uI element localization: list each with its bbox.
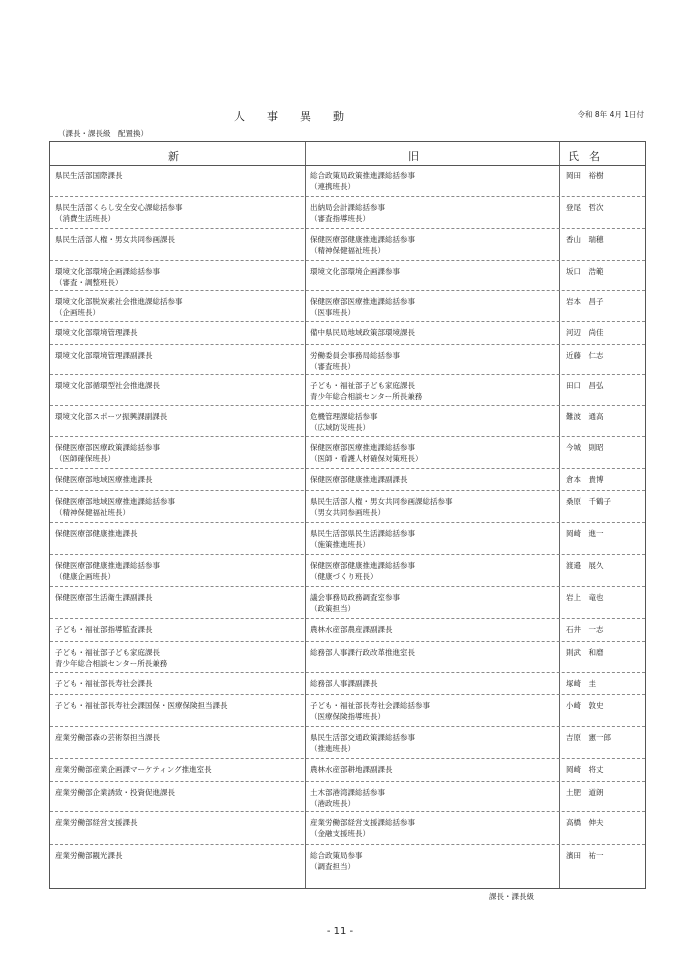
personnel-table: [49, 141, 646, 889]
old-post-cell-line: 農林水産部耕地課副課長: [310, 765, 393, 774]
effective-date: 令和 8年 4月 1日付: [577, 110, 644, 119]
old-post-cell-line: （審査班長）: [310, 361, 355, 371]
new-post-cell-line: 保健医療部医療政策課総括参事: [55, 443, 160, 452]
new-post-cell-line: 保健医療部生活衛生課副課長: [55, 593, 153, 602]
old-post-cell-line: 子ども・福祉部子ども家庭課長: [310, 381, 415, 390]
table-header: [50, 142, 645, 166]
old-post-cell-line: 子ども・福祉部長寿社会課総括参事: [310, 701, 430, 710]
table-row: [50, 695, 645, 727]
new-post-cell: [55, 475, 300, 486]
header-old: 旧: [408, 150, 419, 163]
new-post-cell-line: 環境文化部環境企画課総括参事: [55, 267, 160, 276]
new-post-cell: [55, 297, 300, 318]
old-post-cell-line: （健康づくり班長）: [310, 571, 378, 581]
old-post-cell-line: 出納局会計課総括参事: [310, 203, 385, 212]
table-row: [50, 375, 645, 406]
new-post-cell-line: 産業労働部企業誘致・投資促進課長: [55, 788, 175, 797]
old-post-cell-line: （推進班長）: [310, 743, 355, 753]
table-row: [50, 261, 645, 291]
table-row: [50, 673, 645, 695]
new-post-cell-line: 青少年総合相談センター所長兼務: [55, 658, 168, 668]
old-post-cell: [310, 235, 555, 256]
header-name: 氏名: [568, 150, 610, 163]
table-row: [50, 406, 645, 437]
table-row: [50, 229, 645, 261]
new-post-cell: [55, 788, 300, 799]
table-row: [50, 759, 645, 782]
old-post-cell-line: （調査担当）: [310, 861, 355, 871]
old-post-cell-line: 総務部人事課副課長: [310, 679, 378, 688]
table-row: [50, 782, 645, 812]
new-post-cell: [55, 203, 300, 224]
new-post-cell: [55, 351, 300, 362]
old-post-cell-line: 労働委員会事務局総括参事: [310, 351, 400, 360]
old-post-cell: [310, 203, 555, 224]
old-post-cell: [310, 328, 555, 339]
table-row: [50, 165, 645, 197]
new-post-cell-line: 子ども・福祉部子ども家庭課長: [55, 648, 160, 657]
table-row: [50, 727, 645, 759]
table-row: [50, 845, 645, 887]
person-name-cell: 近藤 仁志: [566, 351, 604, 360]
old-post-cell-line: （審査指導班長）: [310, 213, 370, 223]
old-post-cell: [310, 818, 555, 839]
old-post-cell: [310, 475, 555, 486]
old-post-cell-line: 青少年総合相談センター所長兼務: [310, 391, 423, 401]
old-post-cell-line: 総合政策局政策推進課総括参事: [310, 171, 415, 180]
new-post-cell-line: 環境文化部環境管理課長: [55, 328, 138, 337]
new-post-cell: [55, 561, 300, 582]
old-post-cell: [310, 412, 555, 433]
new-post-cell-line: 子ども・福祉部指導監査課長: [55, 625, 153, 634]
table-row: [50, 345, 645, 375]
header-new: 新: [168, 150, 179, 163]
new-post-cell-line: 産業労働部観光課長: [55, 851, 123, 860]
person-name-cell: 倉本 貴博: [566, 475, 604, 484]
old-post-cell: [310, 297, 555, 318]
new-post-cell-line: （精神保健福祉班長）: [55, 507, 130, 517]
table-row: [50, 812, 645, 845]
old-post-cell: [310, 679, 555, 690]
new-post-cell-line: 環境文化部循環型社会推進課長: [55, 381, 160, 390]
person-name-cell: 岡崎 進一: [566, 529, 604, 538]
table-row: [50, 437, 645, 469]
old-post-cell-line: （政策担当）: [310, 603, 355, 613]
new-post-cell-line: 保健医療部健康推進課長: [55, 529, 138, 538]
old-post-cell: [310, 625, 555, 636]
table-row: [50, 291, 645, 322]
new-post-cell-line: 子ども・福祉部長寿社会課国保・医療保険担当課長: [55, 701, 228, 710]
old-post-cell: [310, 171, 555, 192]
old-post-cell: [310, 593, 555, 614]
table-row: [50, 322, 645, 345]
new-post-cell-line: 環境文化部環境管理課副課長: [55, 351, 153, 360]
table-row: [50, 619, 645, 642]
new-post-cell: [55, 648, 300, 669]
old-post-cell-line: （精神保健福祉班長）: [310, 245, 385, 255]
table-row: [50, 555, 645, 587]
new-post-cell: [55, 497, 300, 518]
old-post-cell: [310, 381, 555, 402]
old-post-cell: [310, 701, 555, 722]
new-post-cell-line: （企画班長）: [55, 307, 100, 317]
footer-note: 課長・課長級: [489, 892, 534, 901]
new-post-cell-line: 産業労働部産業企画課マーケティング推進室長: [55, 765, 212, 774]
old-post-cell-line: 農林水産部農産課副課長: [310, 625, 393, 634]
old-post-cell: [310, 648, 555, 659]
old-post-cell-line: 県民生活部人権・男女共同参画課総括参事: [310, 497, 453, 506]
old-post-cell-line: 環境文化部環境企画課参事: [310, 267, 400, 276]
old-post-cell-line: 県民生活部交通政策課総括参事: [310, 733, 415, 742]
old-post-cell-line: 危機管理課総括参事: [310, 412, 378, 421]
new-post-cell: [55, 818, 300, 829]
new-post-cell-line: 環境文化部スポーツ振興課副課長: [55, 412, 168, 421]
page-number: - 11 -: [326, 926, 354, 937]
person-name-cell: 石井 一志: [566, 625, 604, 634]
old-post-cell: [310, 788, 555, 809]
person-name-cell: 坂口 浩範: [566, 267, 604, 276]
old-post-cell-line: （医事班長）: [310, 307, 355, 317]
old-post-cell: [310, 443, 555, 464]
new-post-cell-line: 産業労働部森の芸術祭担当課長: [55, 733, 160, 742]
old-post-cell: [310, 529, 555, 550]
person-name-cell: 吉原 憲一郎: [566, 733, 611, 742]
person-name-cell: 岩上 竜也: [566, 593, 604, 602]
old-post-cell-line: （港政班長）: [310, 798, 355, 808]
new-post-cell: [55, 529, 300, 540]
person-name-cell: 土肥 道朗: [566, 788, 604, 797]
new-post-cell-line: （審査・調整班長）: [55, 277, 123, 287]
person-name-cell: 今城 則昭: [566, 443, 604, 452]
new-post-cell: [55, 412, 300, 423]
new-post-cell: [55, 267, 300, 288]
old-post-cell: [310, 851, 555, 872]
person-name-cell: 田口 昌弘: [566, 381, 604, 390]
section-subtitle: （課長・課長級 配置換）: [58, 129, 148, 138]
old-post-cell: [310, 267, 555, 278]
person-name-cell: 塚崎 圭: [566, 679, 596, 688]
old-post-cell-line: （連携班長）: [310, 181, 355, 191]
old-post-cell-line: （広域防災班長）: [310, 422, 370, 432]
new-post-cell: [55, 625, 300, 636]
table-row: [50, 197, 645, 229]
person-name-cell: 小崎 敦史: [566, 701, 604, 710]
new-post-cell: [55, 381, 300, 392]
old-post-cell-line: （金融支援班長）: [310, 828, 370, 838]
person-name-cell: 高橋 伸夫: [566, 818, 604, 827]
table-row: [50, 469, 645, 491]
old-post-cell-line: 保健医療部医療推進課総括参事: [310, 297, 415, 306]
new-post-cell: [55, 235, 300, 246]
table-row: [50, 642, 645, 673]
new-post-cell-line: 保健医療部地域医療推進課長: [55, 475, 153, 484]
person-name-cell: 渡邉 展久: [566, 561, 604, 570]
person-name-cell: 岡田 裕樹: [566, 171, 604, 180]
person-name-cell: 岡崎 将丈: [566, 765, 604, 774]
new-post-cell-line: （健康企画班長）: [55, 571, 115, 581]
old-post-cell-line: 土木部港湾課総括参事: [310, 788, 385, 797]
new-post-cell-line: 保健医療部健康推進課総括参事: [55, 561, 160, 570]
person-name-cell: 桑原 千鶴子: [566, 497, 611, 506]
person-name-cell: 登尾 哲次: [566, 203, 604, 212]
new-post-cell: [55, 679, 300, 690]
new-post-cell: [55, 733, 300, 744]
old-post-cell: [310, 765, 555, 776]
new-post-cell-line: 保健医療部地域医療推進課総括参事: [55, 497, 175, 506]
person-name-cell: 香山 瑞穂: [566, 235, 604, 244]
person-name-cell: 難波 通高: [566, 412, 604, 421]
new-post-cell: [55, 851, 300, 862]
old-post-cell-line: 産業労働部経営支援課総括参事: [310, 818, 415, 827]
old-post-cell-line: 総務部人事課行政改革推進室長: [310, 648, 415, 657]
new-post-cell: [55, 443, 300, 464]
person-name-cell: 則武 和磨: [566, 648, 604, 657]
new-post-cell: [55, 171, 300, 182]
table-row: [50, 523, 645, 555]
new-post-cell: [55, 328, 300, 339]
old-post-cell-line: （医療保険指導班長）: [310, 711, 385, 721]
old-post-cell: [310, 351, 555, 372]
old-post-cell-line: （施策推進班長）: [310, 539, 370, 549]
old-post-cell: [310, 561, 555, 582]
new-post-cell: [55, 701, 300, 712]
old-post-cell-line: （医師・看護人材確保対策班長）: [310, 453, 423, 463]
new-post-cell-line: （消費生活班長）: [55, 213, 115, 223]
person-name-cell: 濱田 祐一: [566, 851, 604, 860]
old-post-cell-line: 保健医療部健康推進課総括参事: [310, 561, 415, 570]
new-post-cell-line: 環境文化部脱炭素社会推進課総括参事: [55, 297, 183, 306]
person-name-cell: 河辺 尚佳: [566, 328, 604, 337]
new-post-cell-line: 子ども・福祉部長寿社会課長: [55, 679, 153, 688]
table-row: [50, 587, 645, 619]
new-post-cell-line: 県民生活部人権・男女共同参画課長: [55, 235, 175, 244]
new-post-cell-line: 産業労働部経営支援課長: [55, 818, 138, 827]
new-post-cell: [55, 593, 300, 604]
old-post-cell-line: 保健医療部健康推進課総括参事: [310, 235, 415, 244]
old-post-cell: [310, 497, 555, 518]
page-title: 人事異動: [234, 110, 366, 123]
old-post-cell-line: 保健医療部健康推進課副課長: [310, 475, 408, 484]
table-row: [50, 491, 645, 523]
new-post-cell: [55, 765, 300, 776]
old-post-cell-line: 保健医療部医療推進課総括参事: [310, 443, 415, 452]
new-post-cell-line: （医師確保班長）: [55, 453, 115, 463]
old-post-cell-line: 議会事務局政務調査室参事: [310, 593, 400, 602]
old-post-cell-line: 総合政策局参事: [310, 851, 363, 860]
old-post-cell-line: 備中県民局地域政策部環境課長: [310, 328, 415, 337]
person-name-cell: 岩本 昌子: [566, 297, 604, 306]
old-post-cell-line: （男女共同参画班長）: [310, 507, 385, 517]
old-post-cell: [310, 733, 555, 754]
old-post-cell-line: 県民生活部県民生活課総括参事: [310, 529, 415, 538]
new-post-cell-line: 県民生活部くらし安全安心課総括参事: [55, 203, 183, 212]
new-post-cell-line: 県民生活部国際課長: [55, 171, 123, 180]
